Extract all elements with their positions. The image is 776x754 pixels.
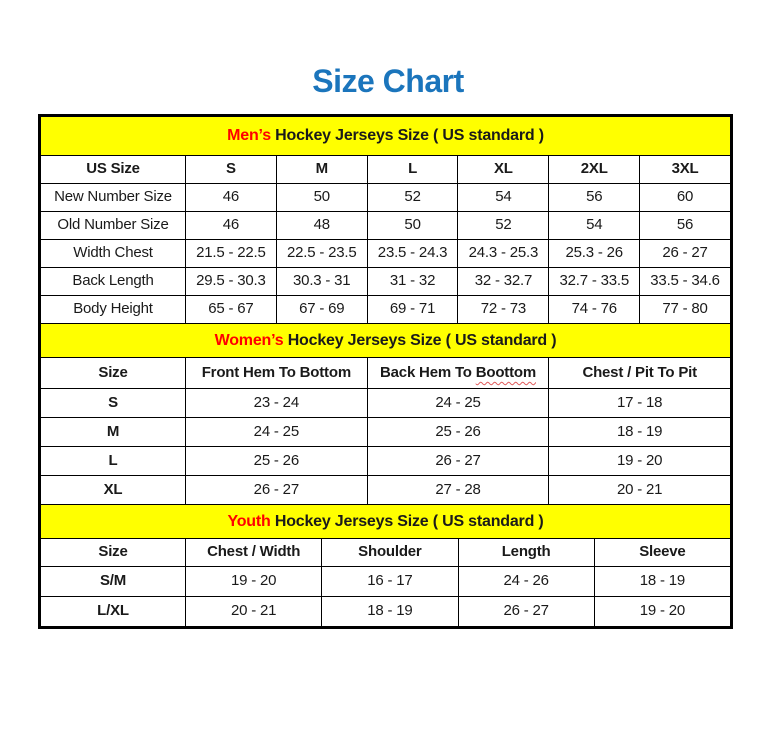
table-cell: 54 — [457, 184, 548, 211]
table-cell: 26 - 27 — [458, 597, 594, 626]
womens-header-text: Hockey Jerseys Size ( US standard ) — [287, 331, 557, 349]
youth-section-title — [41, 505, 730, 538]
table-cell: 24 - 26 — [458, 567, 594, 596]
table-cell: 56 — [639, 212, 730, 239]
table-cell: 46 — [185, 212, 276, 239]
mens-column-header-row — [41, 155, 730, 183]
column-header: Shoulder — [321, 539, 457, 566]
table-cell: 50 — [276, 184, 367, 211]
mens-accent-word: Men’s — [227, 127, 271, 145]
table-row — [41, 267, 730, 295]
row-label: Body Height — [73, 300, 153, 318]
table-cell: 46 — [185, 184, 276, 211]
size-chart-table — [38, 114, 733, 629]
row-label: M — [106, 422, 120, 440]
column-header-misspelled — [367, 358, 549, 388]
youth-column-header-row — [41, 538, 730, 566]
row-label: L — [108, 451, 118, 469]
table-cell: 18 - 19 — [548, 418, 730, 446]
table-cell: 27 - 28 — [367, 476, 549, 504]
table-cell: 19 - 20 — [548, 447, 730, 475]
column-header: Size — [98, 543, 128, 561]
table-cell: 50 — [367, 212, 458, 239]
table-row — [41, 388, 730, 417]
table-cell: 21.5 - 22.5 — [185, 240, 276, 267]
mens-section-title — [41, 117, 730, 155]
column-header: Sleeve — [594, 539, 730, 566]
table-cell: 26 - 27 — [639, 240, 730, 267]
row-label: S/M — [99, 572, 127, 590]
column-header: 3XL — [639, 156, 730, 183]
table-cell: 23 - 24 — [185, 389, 367, 417]
table-cell: 29.5 - 30.3 — [185, 268, 276, 295]
table-cell: 24.3 - 25.3 — [457, 240, 548, 267]
table-cell: 19 - 20 — [185, 567, 321, 596]
womens-section-header — [41, 323, 730, 357]
table-cell: 24 - 25 — [367, 389, 549, 417]
womens-section-title — [41, 324, 730, 357]
table-cell: 77 - 80 — [639, 296, 730, 323]
table-cell: 25 - 26 — [367, 418, 549, 446]
table-row — [41, 417, 730, 446]
table-cell: 74 - 76 — [548, 296, 639, 323]
table-row — [41, 446, 730, 475]
table-cell: 69 - 71 — [367, 296, 458, 323]
table-cell: 26 - 27 — [367, 447, 549, 475]
table-cell: 16 - 17 — [321, 567, 457, 596]
table-row — [41, 295, 730, 323]
row-label: Old Number Size — [57, 216, 169, 234]
table-cell: 72 - 73 — [457, 296, 548, 323]
row-label: Back Length — [72, 272, 154, 290]
row-label: Width Chest — [73, 244, 153, 262]
table-cell: 52 — [457, 212, 548, 239]
column-header: XL — [457, 156, 548, 183]
table-cell: 52 — [367, 184, 458, 211]
table-row — [41, 596, 730, 626]
row-label: L/XL — [97, 602, 129, 620]
table-cell: 19 - 20 — [594, 597, 730, 626]
table-row — [41, 475, 730, 504]
table-cell: 20 - 21 — [548, 476, 730, 504]
table-cell: 17 - 18 — [548, 389, 730, 417]
table-cell: 23.5 - 24.3 — [367, 240, 458, 267]
table-row — [41, 239, 730, 267]
row-label: New Number Size — [54, 188, 172, 206]
womens-accent-word: Women’s — [214, 331, 284, 349]
womens-column-header-row — [41, 357, 730, 388]
column-header: L — [367, 156, 458, 183]
table-cell: 24 - 25 — [185, 418, 367, 446]
table-cell: 30.3 - 31 — [276, 268, 367, 295]
mens-header-text: Hockey Jerseys Size ( US standard ) — [275, 127, 544, 145]
page-title: Size Chart — [312, 63, 464, 99]
table-cell: 25.3 - 26 — [548, 240, 639, 267]
table-cell: 31 - 32 — [367, 268, 458, 295]
table-row — [41, 211, 730, 239]
column-header: Length — [458, 539, 594, 566]
column-header: M — [276, 156, 367, 183]
column-header: Front Hem To Bottom — [185, 358, 367, 388]
table-cell: 32.7 - 33.5 — [548, 268, 639, 295]
table-cell: 26 - 27 — [185, 476, 367, 504]
table-cell: 18 - 19 — [594, 567, 730, 596]
column-header: Size — [98, 363, 128, 381]
row-label: S — [108, 393, 118, 411]
youth-header-text: Hockey Jerseys Size ( US standard ) — [274, 512, 544, 530]
table-row — [41, 566, 730, 596]
table-cell: 18 - 19 — [321, 597, 457, 626]
column-header: 2XL — [548, 156, 639, 183]
table-row — [41, 183, 730, 211]
table-cell: 22.5 - 23.5 — [276, 240, 367, 267]
misspelled-word: Boottom — [475, 363, 536, 381]
row-label: XL — [103, 480, 123, 498]
column-header: Chest / Width — [185, 539, 321, 566]
table-cell: 33.5 - 34.6 — [639, 268, 730, 295]
column-header: US Size — [86, 160, 140, 178]
table-cell: 65 - 67 — [185, 296, 276, 323]
table-cell: 20 - 21 — [185, 597, 321, 626]
column-header: Chest / Pit To Pit — [548, 358, 730, 388]
table-cell: 54 — [548, 212, 639, 239]
youth-section-header — [41, 504, 730, 538]
youth-accent-word: Youth — [227, 512, 271, 530]
column-header-text: Back Hem To — [380, 363, 472, 381]
column-header: S — [185, 156, 276, 183]
table-cell: 56 — [548, 184, 639, 211]
mens-section-header — [41, 117, 730, 155]
table-cell: 60 — [639, 184, 730, 211]
table-cell: 48 — [276, 212, 367, 239]
table-cell: 32 - 32.7 — [457, 268, 548, 295]
table-cell: 25 - 26 — [185, 447, 367, 475]
table-cell: 67 - 69 — [276, 296, 367, 323]
